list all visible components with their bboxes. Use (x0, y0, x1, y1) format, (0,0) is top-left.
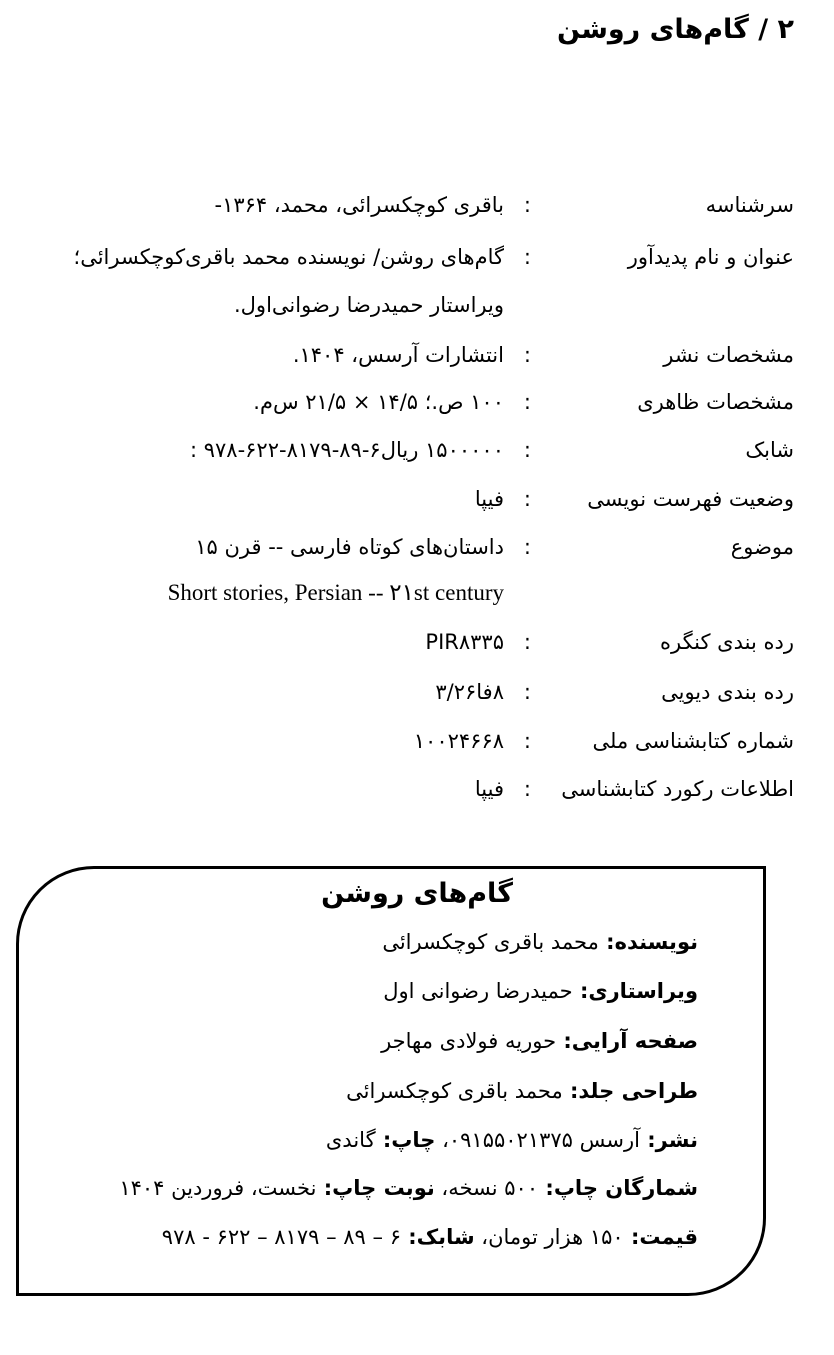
credit-key: چاپ: (375, 1128, 436, 1152)
cip-colon: : (523, 777, 531, 801)
cip-value: فیپا (474, 777, 504, 801)
page-number: ۲ (777, 14, 794, 45)
cip-row (14, 193, 794, 229)
cip-row (14, 680, 794, 716)
credit-key: شمارگان چاپ: (538, 1176, 698, 1200)
credit-value: نخست، فروردین ۱۴۰۴ (119, 1176, 317, 1200)
page-header (557, 14, 794, 45)
credit-key: شابک: (400, 1225, 475, 1249)
cip-row (14, 630, 794, 666)
credit-key: نوبت چاپ: (316, 1176, 435, 1200)
credit-key: نشر: (639, 1128, 698, 1152)
credit-value: محمد باقری کوچکسرائی (382, 930, 599, 954)
cip-colon: : (523, 535, 531, 559)
credit-key: نویسنده: (598, 930, 698, 954)
credit-line (383, 979, 698, 1003)
credit-value: آرسس ۰۹۱۵۵۰۲۱۳۷۵، (435, 1128, 640, 1152)
cip-label: مشخصات ظاهری (637, 390, 794, 414)
cip-colon: : (523, 438, 531, 462)
cip-row (14, 487, 794, 523)
cip-row (14, 729, 794, 765)
credit-value: محمد باقری کوچکسرائی (346, 1079, 563, 1103)
credit-value: گاندی (325, 1128, 376, 1152)
cip-value: داستان‌های کوتاه فارسی -- قرن ۱۵ (195, 535, 504, 559)
credit-value: ۶ – ۸۹ – ۸۱۷۹ – ۶۲۲ - ۹۷۸ (161, 1225, 401, 1249)
cip-label: وضعیت فهرست نویسی (587, 487, 794, 511)
cip-label: رده بندی کنگره (659, 630, 794, 654)
cip-colon: : (523, 245, 531, 269)
cip-label: اطلاعات رکورد کتابشناسی (561, 777, 794, 801)
credit-line (382, 930, 698, 954)
cip-colon: : (523, 630, 531, 654)
header-separator: / (758, 14, 769, 45)
credit-key: طراحی جلد: (562, 1079, 698, 1103)
cip-colon: : (523, 680, 531, 704)
credit-key: ویراستاری: (572, 979, 698, 1003)
cip-label: رده بندی دیویی (661, 680, 794, 704)
cip-label: عنوان و نام پدیدآور (627, 245, 794, 269)
cip-row (14, 343, 794, 379)
cip-row (14, 245, 794, 317)
credit-value: حمیدرضا رضوانی اول (383, 979, 573, 1003)
cip-value-continued: Short stories, Persian -- ۲۱st century (167, 580, 504, 605)
credit-line (346, 1079, 698, 1103)
cip-value: باقری کوچکسرائی، محمد، ۱۳۶۴- (214, 193, 504, 217)
cip-value: فیپا (474, 487, 504, 511)
cip-label: شابک (745, 438, 794, 462)
credit-line (326, 1128, 698, 1152)
cip-row (14, 535, 794, 605)
credit-key: صفحه آرایی: (556, 1029, 698, 1053)
cip-colon: : (523, 193, 531, 217)
cip-label: مشخصات نشر (663, 343, 794, 367)
cip-value: PIR۸۳۳۵ (425, 630, 504, 654)
credits-title: گام‌های روشن (321, 878, 513, 909)
header-book-title: گام‌های روشن (557, 14, 749, 45)
cip-value: گام‌های روشن/ نویسنده محمد باقری‌کوچکسرائی؛ (73, 245, 504, 269)
cip-label: سرشناسه (705, 193, 794, 217)
cip-value: ۱۰۰ ص.؛ ۱۴/۵ × ۲۱/۵ س‌م. (253, 390, 504, 414)
credit-value: ۱۵۰ هزار تومان، (474, 1225, 624, 1249)
credit-line (381, 1029, 698, 1053)
cip-colon: : (523, 343, 531, 367)
cip-value: انتشارات آرسس، ۱۴۰۴. (292, 343, 504, 367)
cip-label: موضوع (730, 535, 794, 559)
credit-value: حوریه فولادی مهاجر (381, 1029, 557, 1053)
cip-row (14, 777, 794, 813)
credit-key: قیمت: (623, 1225, 698, 1249)
cip-colon: : (523, 729, 531, 753)
cip-colon: : (523, 390, 531, 414)
credit-line (119, 1176, 698, 1200)
cip-row (14, 390, 794, 426)
cip-value: ۱۰۰۲۴۶۶۸ (413, 729, 504, 753)
cip-colon: : (523, 487, 531, 511)
credit-value: ۵۰۰ نسخه، (434, 1176, 539, 1200)
cip-row (14, 438, 794, 474)
credit-line (162, 1225, 698, 1249)
cip-value-continued: ویراستار حمیدرضا رضوانی‌اول. (234, 293, 504, 317)
cip-value: ۸فا۳/۲۶ (435, 680, 504, 704)
cip-label: شماره کتابشناسی ملی (592, 729, 794, 753)
cip-value: ۱۵۰۰۰۰۰ ریال۶-۸۹-۸۱۷۹-۶۲۲-۹۷۸ : (189, 438, 504, 462)
